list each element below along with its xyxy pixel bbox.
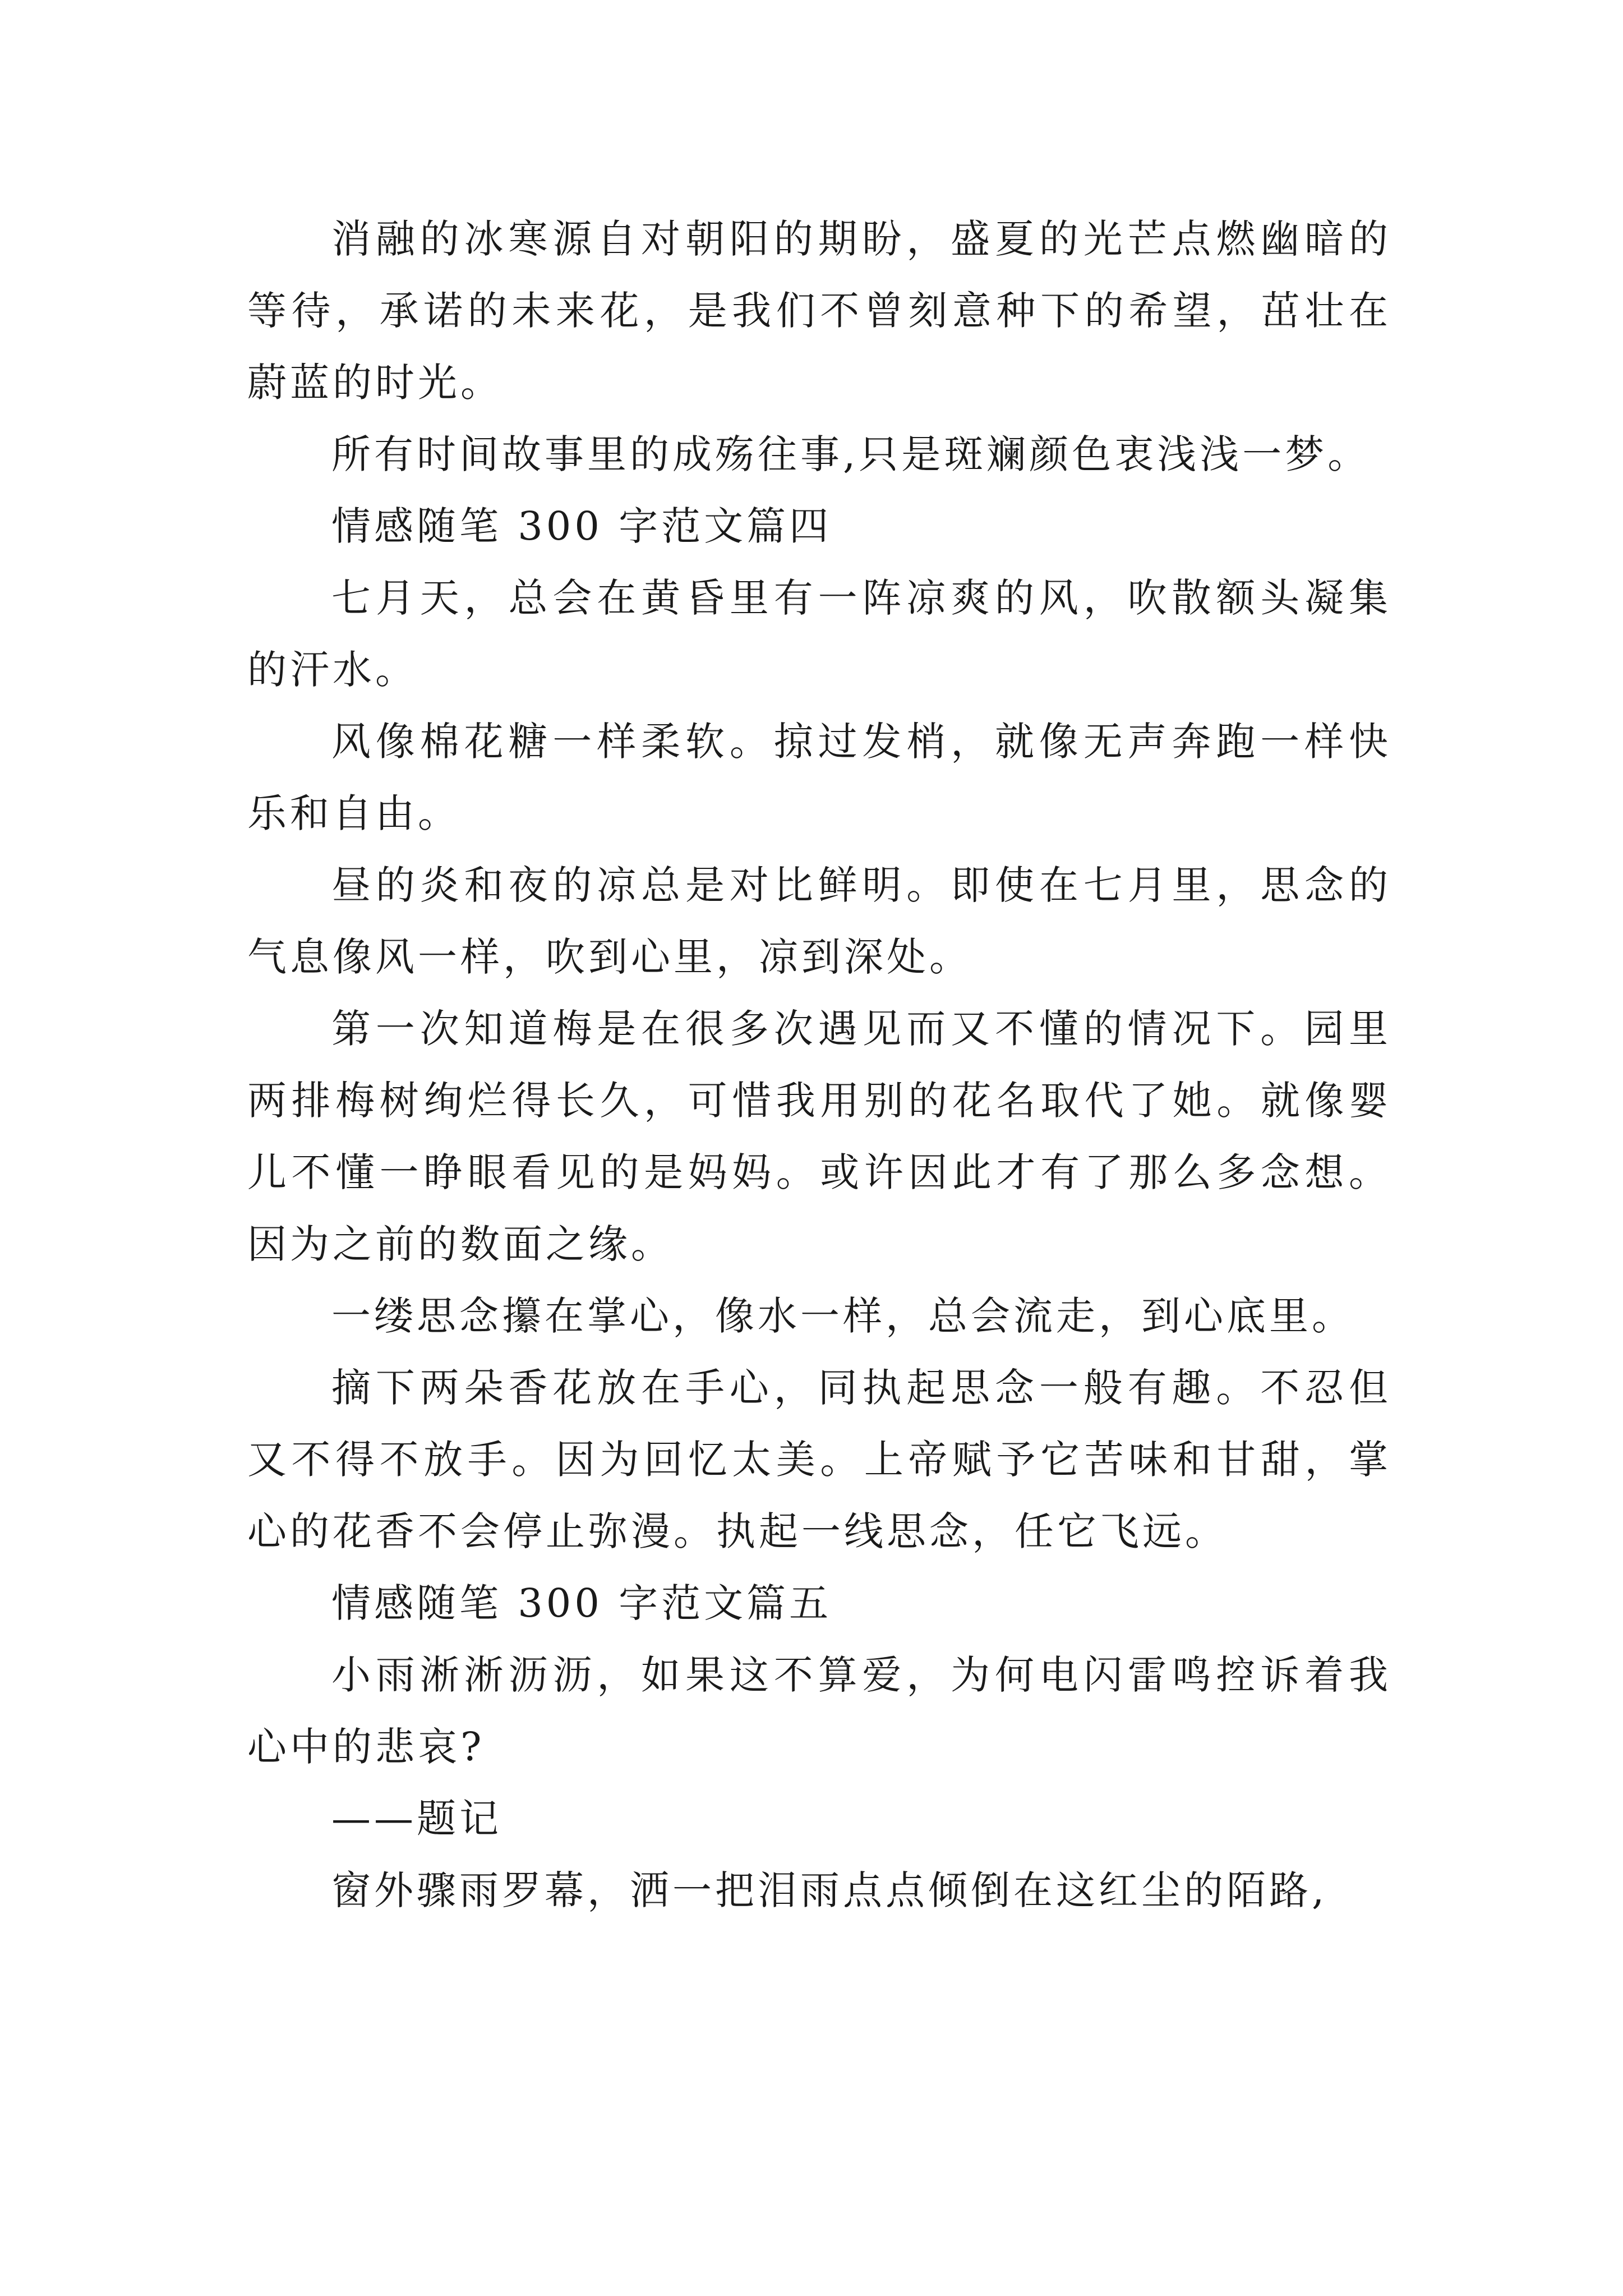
section-heading-4: 情感随笔 300 字范文篇四 (331, 503, 832, 549)
paragraph: 昼的炎和夜的凉总是对比鲜明。即使在七月里，思念的气息像风一样，吹到心里，凉到深处。 (247, 862, 1391, 980)
epigraph-attribution: ——题记 (331, 1796, 502, 1842)
paragraph: 小雨淅淅沥沥，如果这不算爱，为何电闪雷鸣控诉着我心中的悲哀? (247, 1652, 1391, 1770)
paragraph: 窗外骤雨罗幕，洒一把泪雨点点倾倒在这红尘的陌路, (331, 1867, 1328, 1913)
paragraph: 风像棉花糖一样柔软。掠过发梢，就像无声奔跑一样快乐和自由。 (247, 719, 1391, 836)
paragraph: 七月天，总会在黄昏里有一阵凉爽的风，吹散额头凝集的汗水。 (247, 575, 1391, 693)
paragraph: 消融的冰寒源自对朝阳的期盼，盛夏的光芒点燃幽暗的等待，承诺的未来花，是我们不曾刻意种下的希望，茁壮在蔚蓝的时光。 (247, 216, 1391, 406)
section-heading-5: 情感随笔 300 字范文篇五 (331, 1580, 832, 1626)
paragraph: 第一次知道梅是在很多次遇见而又不懂的情况下。园里两排梅树绚烂得长久，可惜我用别的花名取代了她。就像婴儿不懂一睁眼看见的是妈妈。或许因此才有了那么多念想。因为之前的数面之缘。 (247, 1006, 1391, 1267)
document-body (247, 203, 1391, 1926)
paragraph: 所有时间故事里的成殇往事,只是斑斓颜色衷浅浅一梦。 (331, 431, 1371, 477)
paragraph: 摘下两朵香花放在手心，同执起思念一般有趣。不忍但又不得不放手。因为回忆太美。上帝赋予它苦味和甘甜，掌心的花香不会停止弥漫。执起一线思念，任它飞远。 (247, 1365, 1391, 1554)
paragraph: 一缕思念攥在掌心，像水一样，总会流走，到心底里。 (331, 1293, 1354, 1339)
